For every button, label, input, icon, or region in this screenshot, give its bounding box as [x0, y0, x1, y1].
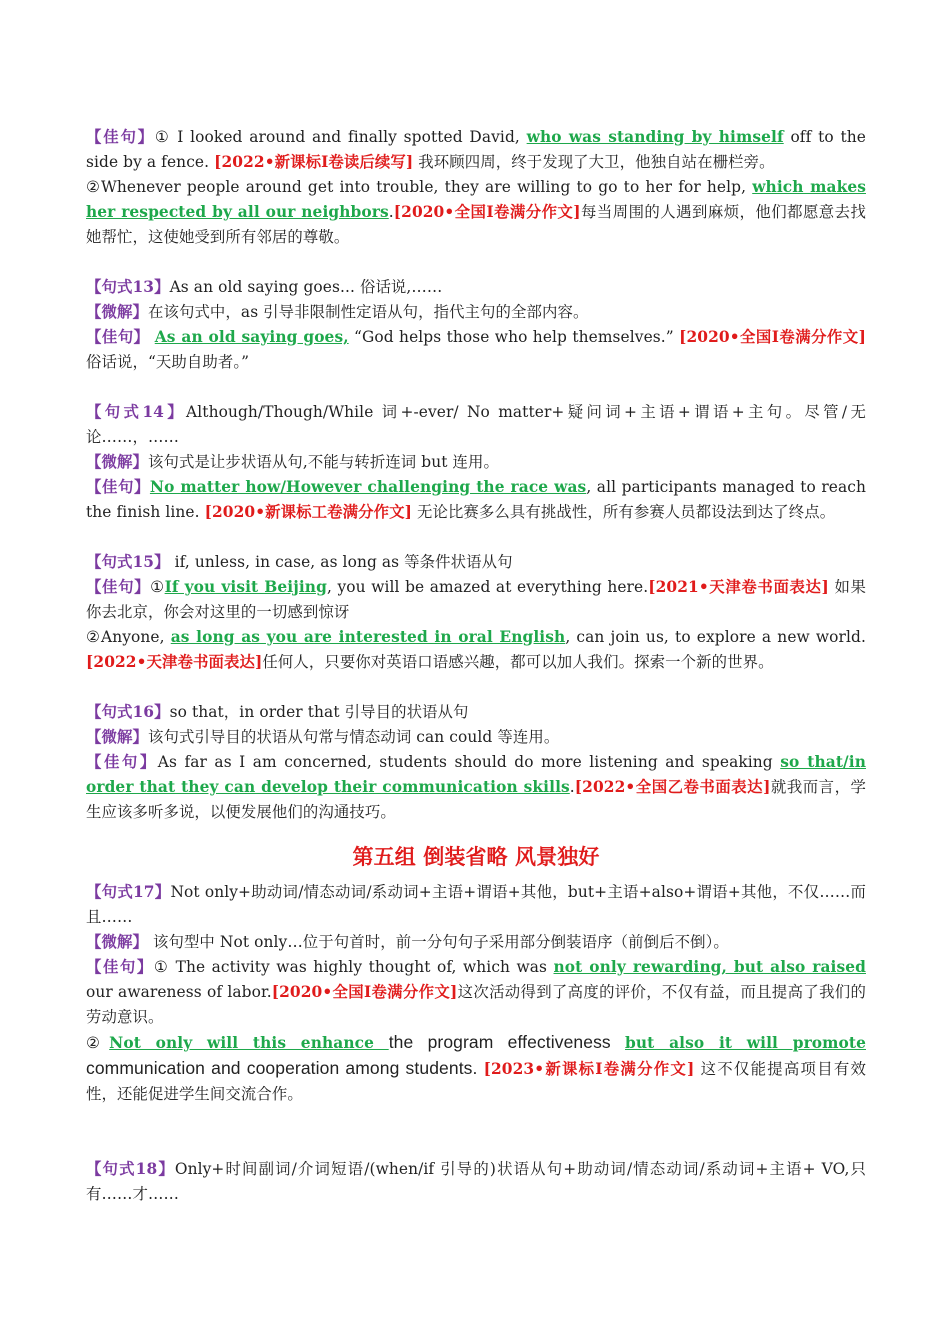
source-citation: [2022•新课标I卷读后续写]: [214, 153, 414, 171]
paragraph-spacer: [86, 525, 866, 550]
section-label: 【佳句】: [86, 478, 150, 496]
sentence-text: 在该句式中，as 引导非限制性定语从句，指代主句的全部内容。: [147, 303, 589, 321]
paragraph-p9: [86, 550, 866, 575]
sentence-text: 这不仅能提高项目有效性，还能促进学生间交流合作。: [86, 1060, 866, 1103]
sentence-text: , all participants managed to reach the finish line.: [86, 478, 866, 521]
paragraph-p3: [86, 275, 866, 300]
paragraph-p12: [86, 700, 866, 725]
sentence-text: As far as I am concerned, students should do more listening and speaking: [157, 753, 781, 771]
section-label: 【微解】: [86, 933, 148, 951]
sentence-text: “God helps those who help themselves.”: [348, 328, 680, 346]
sentence-text: ①: [150, 578, 165, 596]
sentence-text: 这次活动得到了高度的评价，不仅有益，而且提高了我们的劳动意识。: [86, 983, 866, 1026]
section-label: 【微解】: [86, 453, 148, 471]
paragraph-p10: [86, 575, 866, 625]
sentence-text: 该句式是让步状语从句,不能与转折连词 but 连用。: [147, 453, 500, 471]
highlighted-phrase: so that/in order that they can develop their communication skills: [86, 753, 867, 796]
highlighted-phrase: as long as you are interested in oral English: [170, 628, 566, 646]
sentence-text: Only+时间副词/介词短语/(when/if 引导的)状语从句+助动词/情态动词/系动词+主语+ VO,只有……才……: [86, 1160, 866, 1203]
source-citation: [2020•全国I卷满分作文]: [679, 328, 866, 346]
source-citation: [2022•全国乙卷书面表达]: [574, 778, 771, 796]
paragraph-spacer: [86, 375, 866, 400]
paragraph-spacer: [86, 250, 866, 275]
paragraph-p5: [86, 325, 866, 375]
sentence-text: .: [388, 203, 394, 221]
sentence-text: ① The activity was highly thought of, which was: [153, 958, 554, 976]
sentence-text: 就我而言，学生应该多听多说，以便发展他们的沟通技巧。: [86, 778, 866, 821]
highlighted-phrase: No matter how/However challenging the race was: [149, 478, 587, 496]
sentence-text: 我环顾四周，终于发现了大卫，他独自站在栅栏旁。: [413, 153, 775, 171]
paragraph-p11: [86, 625, 866, 675]
sentence-text: communication and cooperation among students.: [86, 1058, 484, 1078]
highlighted-phrase: If you visit Beijing: [164, 578, 327, 596]
sentence-text: 该句型中 Not only…位于句首时，前一分句句子采用部分倒装语序（前倒后不倒）。: [147, 933, 729, 951]
section-label: 【佳句】: [86, 958, 154, 976]
sentence-text: Not only+助动词/情态动词/系动词+主语+谓语+其他，but+主语+also+谓语+其他，不仅……而且……: [86, 883, 866, 926]
sentence-text: 无论比赛多么具有挑战性，所有参赛人员都设法到达了终点。: [411, 503, 836, 521]
sentence-text: 俗话说，“天助自助者。”: [86, 353, 250, 371]
sentence-text: our awareness of labor.: [86, 983, 272, 1001]
highlighted-phrase: Not only will this enhance: [109, 1034, 389, 1052]
sentence-text: the program effectiveness: [388, 1032, 625, 1052]
sentence-text: if, unless, in case, as long as 等条件状语从句: [169, 553, 513, 571]
paragraph-p2: [86, 175, 866, 250]
paragraph-p7: [86, 450, 866, 475]
section-label: 【句式16】: [86, 703, 170, 721]
section-label: 【句式15】: [86, 553, 170, 571]
section-label: 【句式13】: [86, 278, 170, 296]
highlighted-phrase: but also it will promote: [625, 1034, 866, 1052]
section-label: 【佳句】: [86, 753, 158, 771]
document-content: [86, 125, 866, 1207]
sentence-text: As an old saying goes... 俗话说,……: [169, 278, 443, 296]
paragraph-p4: [86, 300, 866, 325]
sentence-text: ②Whenever people around get into trouble, they are willing to go to her for help,: [86, 178, 753, 196]
sentence-text: 每当周围的人遇到麻烦，他们都愿意去找她帮忙，这使她受到所有邻居的尊敬。: [86, 203, 866, 246]
source-citation: [2020•全国I卷满分作文]: [393, 203, 581, 221]
paragraph-spacer: [86, 1107, 866, 1157]
sentence-text: off to the side by a fence.: [86, 128, 867, 171]
section-heading: 第五组 倒装省略 风景独好: [352, 844, 600, 869]
paragraph-p13: [86, 725, 866, 750]
paragraph-p16: [86, 930, 866, 955]
section-label: 【句式14】: [86, 403, 187, 421]
source-citation: [2020•全国I卷满分作文]: [271, 983, 458, 1001]
sentence-text: so that，in order that 引导目的状语从句: [169, 703, 469, 721]
highlighted-phrase: which makes her respected by all our neighbors: [86, 178, 866, 221]
paragraph-p1: [86, 125, 866, 175]
section-label: 【句式17】: [86, 883, 171, 901]
paragraph-p17: [86, 955, 866, 1030]
source-citation: [2022•天津卷书面表达]: [86, 653, 263, 671]
sentence-text: , you will be amazed at everything here.: [326, 578, 649, 596]
sentence-text: ②Anyone,: [86, 628, 171, 646]
sentence-text: Although/Though/While 词+-ever/ No matter+疑问词+主语+谓语+主句。尽管/无论……，……: [86, 403, 866, 446]
section-label: 【句式18】: [86, 1160, 175, 1178]
sentence-text: ① I looked around and finally spotted David,: [154, 128, 527, 146]
sentence-text: 该句式引导目的状语从句常与情态动词 can could 等连用。: [147, 728, 560, 746]
paragraph-p6: [86, 400, 866, 450]
sentence-text: 任何人，只要你对英语口语感兴趣，都可以加人我们。探索一个新的世界。: [262, 653, 774, 671]
paragraph-p19: [86, 1157, 866, 1207]
source-citation: [2020•新课标工卷满分作文]: [204, 503, 412, 521]
section-label: 【佳句】: [86, 328, 150, 346]
highlighted-phrase: not only rewarding, but also raised: [553, 958, 866, 976]
paragraph-p8: [86, 475, 866, 525]
highlighted-phrase: who was standing by himself: [526, 128, 784, 146]
sentence-text: .: [569, 778, 575, 796]
source-citation: [2021•天津卷书面表达]: [648, 578, 829, 596]
paragraph-p15: [86, 880, 866, 930]
source-citation: [2023•新课标I卷满分作文]: [483, 1060, 695, 1078]
section-label: 【微解】: [86, 728, 148, 746]
highlighted-phrase: As an old saying goes,: [154, 328, 349, 346]
sentence-text: ②: [86, 1034, 110, 1052]
paragraph-p14: [86, 750, 866, 825]
section-label: 【佳句】: [86, 578, 151, 596]
paragraph-p18: [86, 1030, 866, 1107]
sentence-text: , can join us, to explore a new world.: [565, 628, 866, 646]
paragraph-spacer: [86, 675, 866, 700]
section-label: 【微解】: [86, 303, 148, 321]
section-label: 【佳句】: [86, 128, 155, 146]
sentence-text: 如果你去北京，你会对这里的一切感到惊讶: [86, 578, 867, 621]
